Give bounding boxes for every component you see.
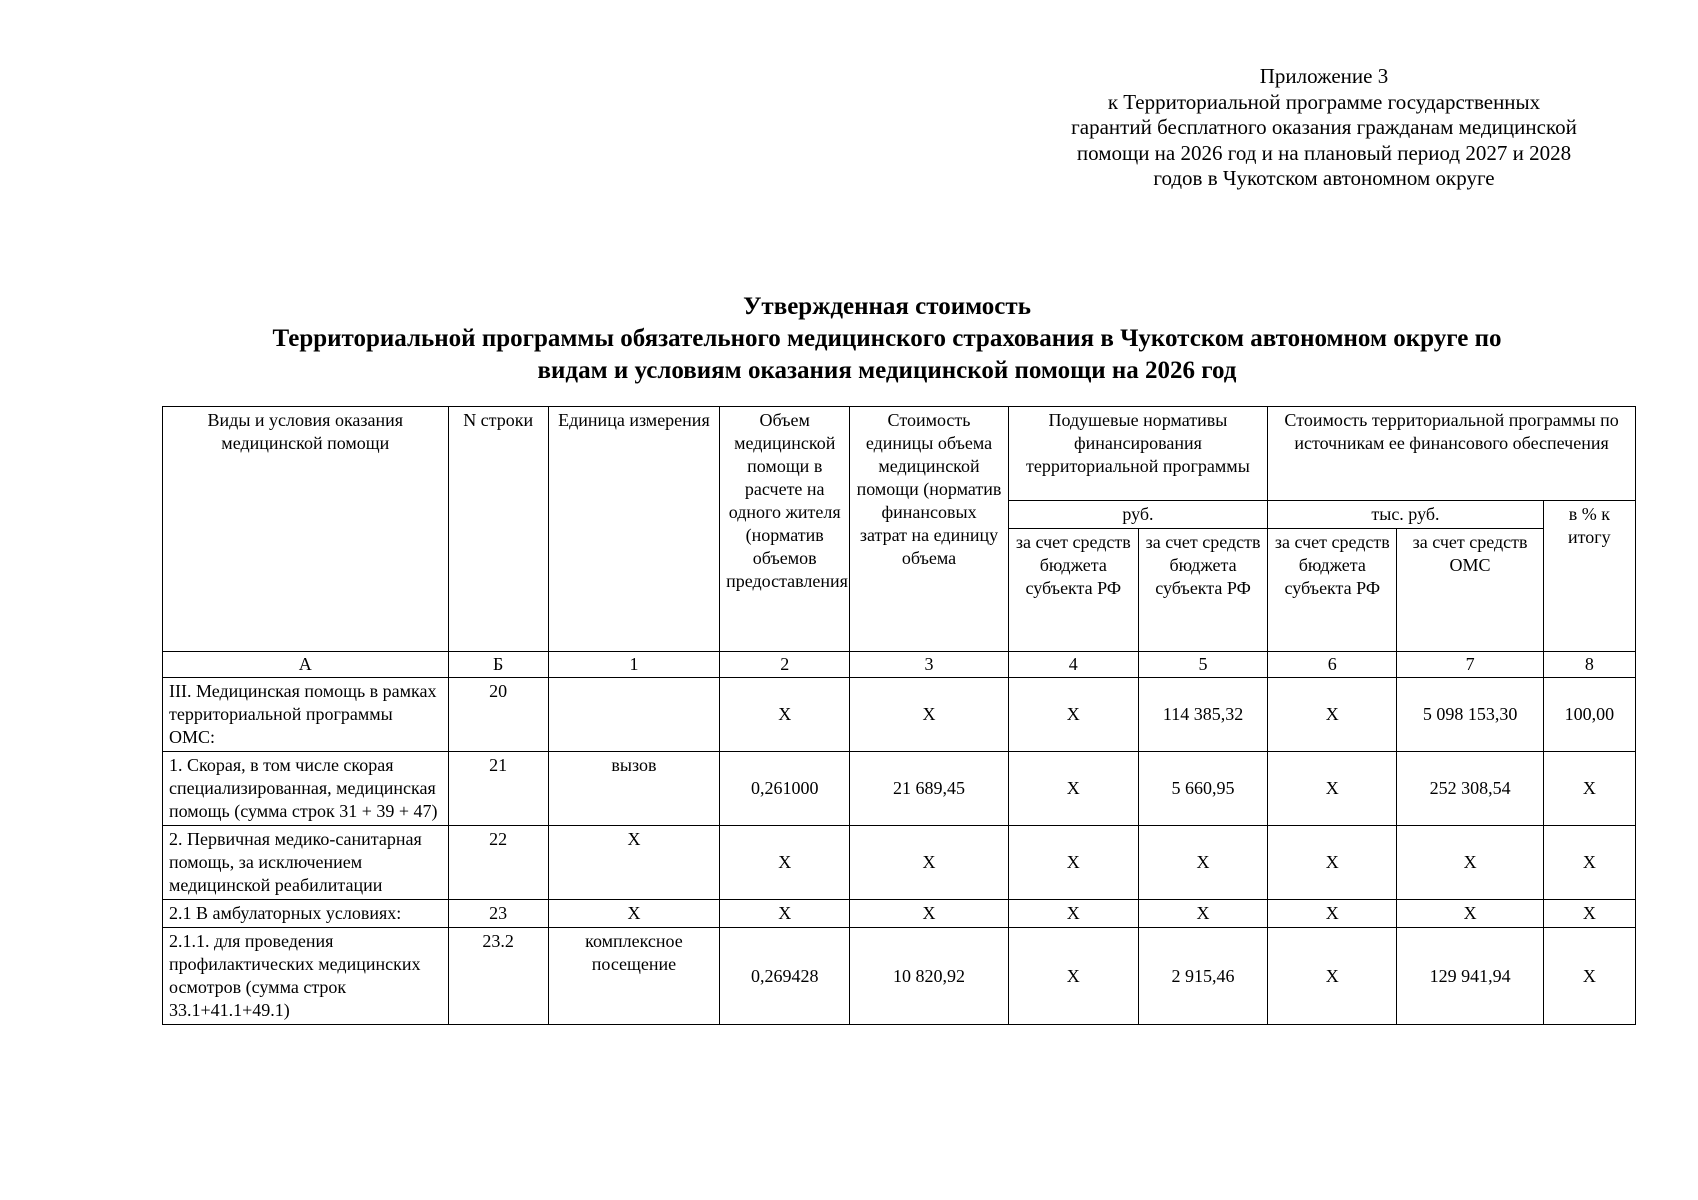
row-value: X bbox=[1397, 826, 1543, 900]
appendix-line: помощи на 2026 год и на плановый период 2027 и 2028 bbox=[1076, 140, 1572, 165]
row-value: 10 820,92 bbox=[850, 928, 1008, 1025]
row-value: X bbox=[850, 678, 1008, 752]
row-line-number: 23.2 bbox=[448, 928, 548, 1025]
row-name: 2.1.1. для проведения профилактических медицинских осмотров (сумма строк 33.1+41.1+49.1) bbox=[163, 928, 449, 1025]
header-col-4: за счет средств бюджета субъекта РФ bbox=[1008, 529, 1138, 652]
document-title bbox=[150, 291, 1624, 387]
row-value: 21 689,45 bbox=[850, 752, 1008, 826]
header-row bbox=[163, 407, 1636, 501]
row-unit bbox=[548, 678, 719, 752]
column-index: 1 bbox=[548, 652, 719, 678]
row-value: 252 308,54 bbox=[1397, 752, 1543, 826]
row-line-number: 23 bbox=[448, 900, 548, 928]
row-value: X bbox=[1543, 826, 1635, 900]
title-line: Территориальной программы обязательного медицинского страхования в Чукотском автономном округе по bbox=[272, 325, 1502, 352]
column-index: 2 bbox=[720, 652, 850, 678]
appendix-line: Приложение 3 bbox=[1259, 64, 1389, 88]
row-value: X bbox=[1008, 678, 1138, 752]
row-value: X bbox=[1138, 826, 1267, 900]
header-col-6: за счет средств бюджета субъекта РФ bbox=[1268, 529, 1397, 652]
row-value: X bbox=[1268, 752, 1397, 826]
table-row bbox=[163, 678, 1636, 752]
row-value: X bbox=[1543, 900, 1635, 928]
row-value: 5 660,95 bbox=[1138, 752, 1267, 826]
column-index: 7 bbox=[1397, 652, 1543, 678]
row-value: X bbox=[720, 826, 850, 900]
table-row bbox=[163, 826, 1636, 900]
row-unit: X bbox=[548, 826, 719, 900]
table-row bbox=[163, 752, 1636, 826]
column-index: 5 bbox=[1138, 652, 1267, 678]
title-line: видам и условиям оказания медицинской помощи на 2026 год bbox=[537, 357, 1237, 384]
cost-table bbox=[162, 406, 1636, 1025]
row-unit: комплексное посещение bbox=[548, 928, 719, 1025]
row-value: X bbox=[1268, 900, 1397, 928]
row-value: X bbox=[1268, 678, 1397, 752]
row-value: X bbox=[1008, 826, 1138, 900]
header-col-b: N строки bbox=[448, 407, 548, 652]
header-col-3: Стоимость единицы объема медицинской помощи (норматив финансовых затрат на единицу объема bbox=[850, 407, 1008, 652]
row-value: X bbox=[1397, 900, 1543, 928]
row-value: X bbox=[720, 900, 850, 928]
row-value: 0,261000 bbox=[720, 752, 850, 826]
row-name: III. Медицинская помощь в рамках территориальной программы ОМС: bbox=[163, 678, 449, 752]
row-value: X bbox=[1008, 752, 1138, 826]
row-line-number: 21 bbox=[448, 752, 548, 826]
column-index-row bbox=[163, 652, 1636, 678]
appendix-header bbox=[1022, 64, 1626, 192]
header-col-a: Виды и условия оказания медицинской помощи bbox=[163, 407, 449, 652]
appendix-line: годов в Чукотском автономном округе bbox=[1153, 166, 1495, 190]
appendix-line: гарантий бесплатного оказания гражданам медицинской bbox=[1071, 115, 1577, 139]
header-group-per-capita: Подушевые нормативы финансирования территориальной программы bbox=[1008, 407, 1268, 501]
row-value: X bbox=[1543, 752, 1635, 826]
row-unit: вызов bbox=[548, 752, 719, 826]
row-value: X bbox=[850, 826, 1008, 900]
row-value: 100,00 bbox=[1543, 678, 1635, 752]
row-name: 2. Первичная медико-санитарная помощь, за исключением медицинской реабилитации bbox=[163, 826, 449, 900]
appendix-line: к Территориальной программе государственных bbox=[1107, 89, 1541, 114]
header-percent-total: в % к итогу bbox=[1543, 501, 1635, 652]
row-value: X bbox=[1268, 826, 1397, 900]
column-index: 6 bbox=[1268, 652, 1397, 678]
row-name: 1. Скорая, в том числе скорая специализированная, медицинская помощь (сумма строк 31 + 39 + 47) bbox=[163, 752, 449, 826]
row-value: X bbox=[1268, 928, 1397, 1025]
row-value: 5 098 153,30 bbox=[1397, 678, 1543, 752]
header-unit-thousand-rub: тыс. руб. bbox=[1268, 501, 1544, 529]
header-col-2: Объем медицинской помощи в расчете на одного жителя (норматив объемов предоставления bbox=[720, 407, 850, 652]
header-unit-rub: руб. bbox=[1008, 501, 1268, 529]
column-index: 3 bbox=[850, 652, 1008, 678]
row-value: X bbox=[720, 678, 850, 752]
table-row bbox=[163, 900, 1636, 928]
row-value: X bbox=[1008, 928, 1138, 1025]
column-index: А bbox=[163, 652, 449, 678]
row-value: 129 941,94 bbox=[1397, 928, 1543, 1025]
header-col-7: за счет средств ОМС bbox=[1397, 529, 1543, 652]
row-line-number: 22 bbox=[448, 826, 548, 900]
row-value: X bbox=[1008, 900, 1138, 928]
row-value: X bbox=[1138, 900, 1267, 928]
header-group-cost: Стоимость территориальной программы по источникам ее финансового обеспечения bbox=[1268, 407, 1636, 501]
row-value: 2 915,46 bbox=[1138, 928, 1267, 1025]
column-index: Б bbox=[448, 652, 548, 678]
column-index: 4 bbox=[1008, 652, 1138, 678]
column-index: 8 bbox=[1543, 652, 1635, 678]
row-value: 114 385,32 bbox=[1138, 678, 1267, 752]
header-col-1: Единица измерения bbox=[548, 407, 719, 652]
title-line: Утвержденная стоимость bbox=[743, 293, 1031, 320]
row-value: 0,269428 bbox=[720, 928, 850, 1025]
row-value: X bbox=[1543, 928, 1635, 1025]
header-col-5: за счет средств бюджета субъекта РФ bbox=[1138, 529, 1267, 652]
table-row bbox=[163, 928, 1636, 1025]
row-value: X bbox=[850, 900, 1008, 928]
row-unit: X bbox=[548, 900, 719, 928]
row-name: 2.1 В амбулаторных условиях: bbox=[163, 900, 449, 928]
row-line-number: 20 bbox=[448, 678, 548, 752]
